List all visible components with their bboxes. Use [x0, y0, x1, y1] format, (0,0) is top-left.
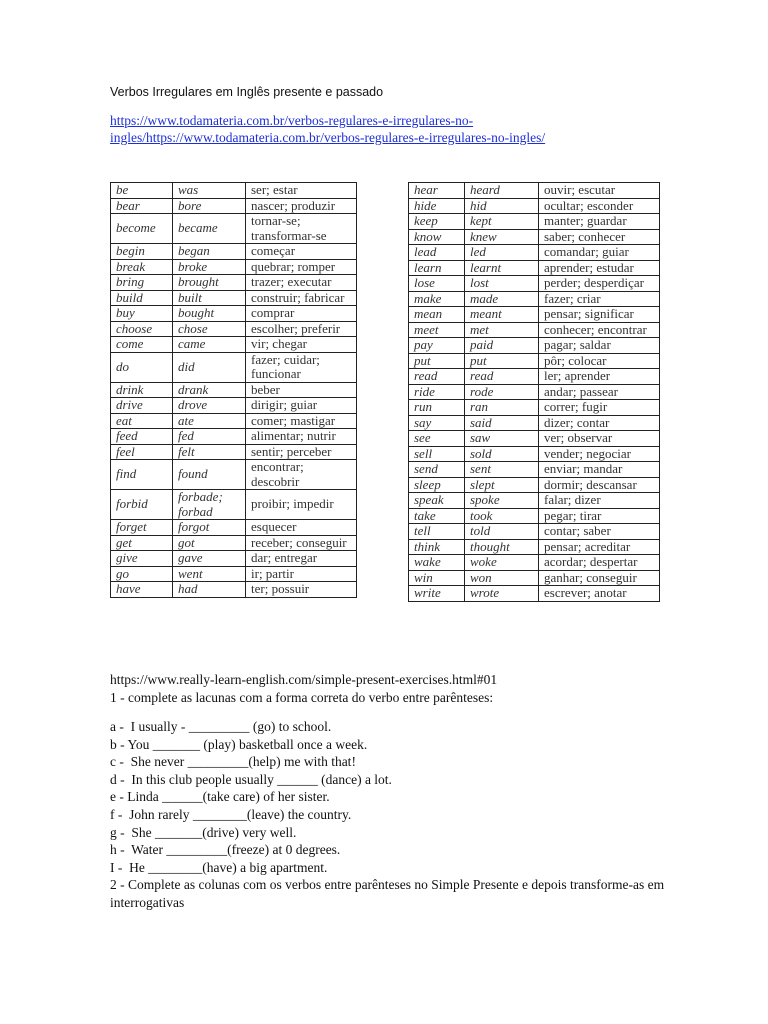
verb-base-form: be — [111, 183, 173, 199]
verb-past-form: was — [173, 183, 246, 199]
verb-row — [111, 306, 357, 322]
verb-translation: pôr; colocar — [539, 353, 660, 369]
verb-row — [409, 493, 660, 509]
exercise2-heading: 2 - Complete as colunas com os verbos entre parênteses no Simple Presente e depois transforme-as em interrogativas — [110, 877, 665, 910]
verb-past-form: went — [173, 566, 246, 582]
verb-base-form: hear — [409, 183, 465, 199]
verb-past-form: heard — [465, 183, 539, 199]
verb-translation: correr; fugir — [539, 400, 660, 416]
verb-translation: trazer; executar — [246, 275, 357, 291]
verb-base-form: do — [111, 352, 173, 382]
verb-translation: comer; mastigar — [246, 413, 357, 429]
verb-past-form: wrote — [465, 586, 539, 602]
verb-past-form: found — [173, 460, 246, 490]
verb-row — [409, 353, 660, 369]
verb-past-form: won — [465, 570, 539, 586]
verb-translation: ocultar; esconder — [539, 198, 660, 214]
verb-translation: aprender; estudar — [539, 260, 660, 276]
verb-row — [409, 214, 660, 230]
verb-translation: sentir; perceber — [246, 444, 357, 460]
verb-row — [409, 586, 660, 602]
verb-row — [111, 275, 357, 291]
verb-row — [111, 535, 357, 551]
verb-base-form: wake — [409, 555, 465, 571]
verb-row — [409, 338, 660, 354]
verb-row — [111, 413, 357, 429]
verb-translation: saber; conhecer — [539, 229, 660, 245]
verb-base-form: feed — [111, 429, 173, 445]
verb-base-form: hide — [409, 198, 465, 214]
verb-base-form: become — [111, 214, 173, 244]
verb-base-form: learn — [409, 260, 465, 276]
verb-row — [111, 582, 357, 598]
verb-row — [111, 566, 357, 582]
verb-base-form: give — [111, 551, 173, 567]
verb-translation: ir; partir — [246, 566, 357, 582]
verb-base-form: find — [111, 460, 173, 490]
verb-base-form: come — [111, 337, 173, 353]
verb-base-form: see — [409, 431, 465, 447]
verb-row — [409, 384, 660, 400]
verb-past-form: put — [465, 353, 539, 369]
verb-row — [409, 539, 660, 555]
verb-row — [111, 551, 357, 567]
verb-row — [409, 245, 660, 261]
verb-translation: perder; desperdiçar — [539, 276, 660, 292]
exercise1-list — [110, 718, 670, 876]
verb-base-form: take — [409, 508, 465, 524]
verb-base-form: forbid — [111, 490, 173, 520]
document-title: Verbos Irregulares em Inglês presente e passado — [110, 85, 384, 99]
verb-row — [409, 524, 660, 540]
verb-translation: dar; entregar — [246, 551, 357, 567]
exercises-section — [110, 671, 670, 911]
verb-translation: construir; fabricar — [246, 290, 357, 306]
verb-translation: fazer; cuidar; funcionar — [246, 352, 357, 382]
verb-row — [409, 400, 660, 416]
verb-base-form: get — [111, 535, 173, 551]
verb-past-form: ran — [465, 400, 539, 416]
verb-past-form: fed — [173, 429, 246, 445]
verb-row — [111, 198, 357, 214]
verb-translation: ganhar; conseguir — [539, 570, 660, 586]
verb-past-form: drank — [173, 382, 246, 398]
verb-translation: nascer; produzir — [246, 198, 357, 214]
verb-row — [409, 322, 660, 338]
verb-translation: contar; saber — [539, 524, 660, 540]
verb-past-form: had — [173, 582, 246, 598]
verb-row — [111, 183, 357, 199]
verb-translation: fazer; criar — [539, 291, 660, 307]
exercise1-item: b - You _______ (play) basketball once a week. — [110, 736, 368, 752]
verb-past-form: paid — [465, 338, 539, 354]
verb-translation: comprar — [246, 306, 357, 322]
verb-base-form: bring — [111, 275, 173, 291]
verb-base-form: drive — [111, 398, 173, 414]
verb-translation: pegar; tirar — [539, 508, 660, 524]
verb-row — [111, 382, 357, 398]
verb-past-form: began — [173, 244, 246, 260]
verb-row — [111, 290, 357, 306]
verb-translation: ser; estar — [246, 183, 357, 199]
verb-past-form: hid — [465, 198, 539, 214]
verb-past-form: told — [465, 524, 539, 540]
source-link[interactable]: https://www.todamateria.com.br/verbos-regulares-e-irregulares-no-ingles/https://www.todamateria.com.br/verbos-regulares-e-irregulares-no-ingles/ — [110, 113, 546, 145]
exercise1-heading: 1 - complete as lacunas com a forma correta do verbo entre parênteses: — [110, 689, 494, 705]
verb-translation: vender; negociar — [539, 446, 660, 462]
verb-base-form: choose — [111, 321, 173, 337]
verb-base-form: break — [111, 259, 173, 275]
verb-row — [409, 431, 660, 447]
verb-row — [409, 415, 660, 431]
verb-translation: dormir; descansar — [539, 477, 660, 493]
verb-base-form: forget — [111, 520, 173, 536]
verb-past-form: rode — [465, 384, 539, 400]
verb-translation: tornar-se; transformar-se — [246, 214, 357, 244]
exercise1-item: I - He ________(have) a big apartment. — [110, 859, 328, 875]
verb-base-form: lead — [409, 245, 465, 261]
verb-base-form: win — [409, 570, 465, 586]
verb-past-form: meant — [465, 307, 539, 323]
verb-base-form: meet — [409, 322, 465, 338]
verb-row — [409, 369, 660, 385]
verb-past-form: thought — [465, 539, 539, 555]
verb-base-form: feel — [111, 444, 173, 460]
verb-translation: dizer; contar — [539, 415, 660, 431]
verb-past-form: saw — [465, 431, 539, 447]
verb-translation: comandar; guiar — [539, 245, 660, 261]
verb-past-form: sent — [465, 462, 539, 478]
verb-past-form: felt — [173, 444, 246, 460]
verb-base-form: make — [409, 291, 465, 307]
verb-past-form: met — [465, 322, 539, 338]
verb-past-form: ate — [173, 413, 246, 429]
exercise1-item: g - She _______(drive) very well. — [110, 824, 297, 840]
verb-base-form: speak — [409, 493, 465, 509]
verb-translation: escrever; anotar — [539, 586, 660, 602]
verb-table-right — [408, 182, 660, 602]
verb-past-form: said — [465, 415, 539, 431]
verb-past-form: took — [465, 508, 539, 524]
verb-row — [409, 462, 660, 478]
verb-past-form: forgot — [173, 520, 246, 536]
verb-base-form: drink — [111, 382, 173, 398]
verb-base-form: lose — [409, 276, 465, 292]
verb-translation: receber; conseguir — [246, 535, 357, 551]
verb-translation: ler; aprender — [539, 369, 660, 385]
verb-row — [111, 337, 357, 353]
verb-row — [111, 429, 357, 445]
verb-table-left — [110, 182, 357, 598]
verb-base-form: tell — [409, 524, 465, 540]
verb-row — [111, 259, 357, 275]
verb-past-form: slept — [465, 477, 539, 493]
verb-past-form: drove — [173, 398, 246, 414]
verb-row — [111, 520, 357, 536]
verb-row — [111, 398, 357, 414]
verb-base-form: read — [409, 369, 465, 385]
verb-past-form: chose — [173, 321, 246, 337]
verb-base-form: ride — [409, 384, 465, 400]
verb-row — [409, 508, 660, 524]
verb-past-form: spoke — [465, 493, 539, 509]
verb-row — [409, 555, 660, 571]
verb-row — [111, 244, 357, 260]
verb-base-form: bear — [111, 198, 173, 214]
verb-translation: esquecer — [246, 520, 357, 536]
verb-translation: encontrar; descobrir — [246, 460, 357, 490]
verb-translation: pensar; significar — [539, 307, 660, 323]
verb-row — [111, 444, 357, 460]
verb-past-form: read — [465, 369, 539, 385]
exercise1-item: h - Water _________(freeze) at 0 degrees. — [110, 842, 341, 858]
verb-past-form: did — [173, 352, 246, 382]
verb-base-form: begin — [111, 244, 173, 260]
verb-base-form: sleep — [409, 477, 465, 493]
verb-translation: quebrar; romper — [246, 259, 357, 275]
verb-row — [111, 490, 357, 520]
verb-base-form: build — [111, 290, 173, 306]
verb-translation: ter; possuir — [246, 582, 357, 598]
verb-base-form: write — [409, 586, 465, 602]
verb-translation: ouvir; escutar — [539, 183, 660, 199]
verb-row — [111, 352, 357, 382]
verb-past-form: woke — [465, 555, 539, 571]
verb-translation: pensar; acreditar — [539, 539, 660, 555]
verb-past-form: got — [173, 535, 246, 551]
verb-row — [409, 260, 660, 276]
verb-row — [111, 214, 357, 244]
exercise-source-url[interactable]: https://www.really-learn-english.com/simple-present-exercises.html#01 — [110, 672, 498, 687]
verb-base-form: say — [409, 415, 465, 431]
verb-row — [409, 198, 660, 214]
verb-row — [409, 276, 660, 292]
verb-past-form: learnt — [465, 260, 539, 276]
verb-past-form: built — [173, 290, 246, 306]
exercise1-item: e - Linda ______(take care) of her sister. — [110, 789, 330, 805]
verb-past-form: bore — [173, 198, 246, 214]
verb-past-form: forbade; forbad — [173, 490, 246, 520]
verb-past-form: came — [173, 337, 246, 353]
verb-translation: manter; guardar — [539, 214, 660, 230]
verb-base-form: keep — [409, 214, 465, 230]
verb-past-form: knew — [465, 229, 539, 245]
verb-past-form: gave — [173, 551, 246, 567]
exercise1-item: d - In this club people usually ______ (dance) a lot. — [110, 771, 392, 787]
verb-past-form: became — [173, 214, 246, 244]
verb-base-form: run — [409, 400, 465, 416]
verb-translation: pagar; saldar — [539, 338, 660, 354]
verb-translation: começar — [246, 244, 357, 260]
verb-past-form: made — [465, 291, 539, 307]
verb-base-form: send — [409, 462, 465, 478]
verb-base-form: mean — [409, 307, 465, 323]
verb-translation: alimentar; nutrir — [246, 429, 357, 445]
verb-translation: enviar; mandar — [539, 462, 660, 478]
verb-translation: conhecer; encontrar — [539, 322, 660, 338]
verb-base-form: eat — [111, 413, 173, 429]
verb-base-form: know — [409, 229, 465, 245]
verb-past-form: kept — [465, 214, 539, 230]
verb-row — [409, 477, 660, 493]
verb-base-form: go — [111, 566, 173, 582]
verb-translation: proibir; impedir — [246, 490, 357, 520]
verb-translation: beber — [246, 382, 357, 398]
verb-row — [409, 229, 660, 245]
exercise1-item: c - She never _________(help) me with that! — [110, 754, 356, 770]
verb-past-form: lost — [465, 276, 539, 292]
verb-translation: vir; chegar — [246, 337, 357, 353]
verb-translation: falar; dizer — [539, 493, 660, 509]
verb-past-form: bought — [173, 306, 246, 322]
verb-translation: dirigir; guiar — [246, 398, 357, 414]
verb-row — [409, 446, 660, 462]
verb-row — [409, 307, 660, 323]
verb-row — [111, 460, 357, 490]
verb-base-form: have — [111, 582, 173, 598]
exercise1-item: f - John rarely ________(leave) the country. — [110, 806, 352, 822]
verb-base-form: think — [409, 539, 465, 555]
verb-past-form: broke — [173, 259, 246, 275]
verb-translation: andar; passear — [539, 384, 660, 400]
verb-translation: ver; observar — [539, 431, 660, 447]
verb-translation: escolher; preferir — [246, 321, 357, 337]
verb-row — [111, 321, 357, 337]
verb-past-form: brought — [173, 275, 246, 291]
verb-base-form: buy — [111, 306, 173, 322]
verb-base-form: put — [409, 353, 465, 369]
verb-row — [409, 570, 660, 586]
verb-base-form: sell — [409, 446, 465, 462]
exercise1-item: a - I usually - _________ (go) to school. — [110, 719, 332, 734]
verb-base-form: pay — [409, 338, 465, 354]
verb-translation: acordar; despertar — [539, 555, 660, 571]
verb-row — [409, 183, 660, 199]
verb-row — [409, 291, 660, 307]
verb-past-form: led — [465, 245, 539, 261]
verb-past-form: sold — [465, 446, 539, 462]
